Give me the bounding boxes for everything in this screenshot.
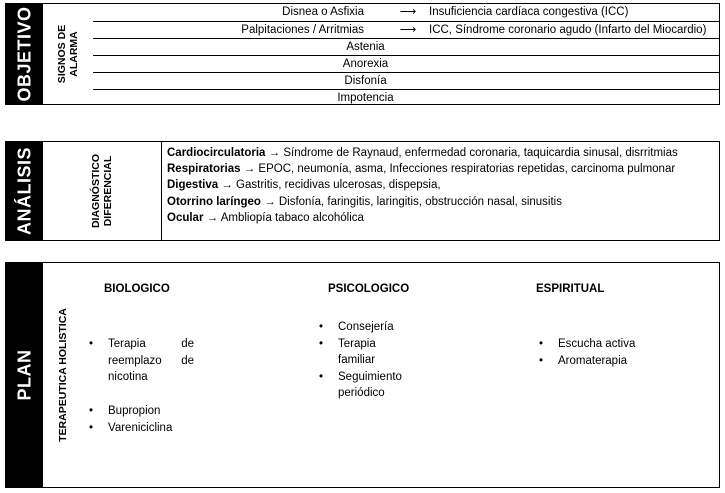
terapeutica-label: TERAPEUTICA HOLISTICA [57, 308, 69, 442]
list-item [167, 194, 678, 210]
diagnostico-list [167, 145, 678, 226]
sign-text: Impotencia [337, 92, 394, 104]
system-name: Ocular [167, 211, 204, 224]
sign-text: Anorexia [342, 58, 389, 70]
list-item [167, 145, 678, 161]
list-item [167, 177, 678, 193]
sign-text: Disfonía [344, 75, 387, 87]
plan-title-bar [6, 263, 43, 487]
diagnostico-label-line1: DIAGNÓSTICO [90, 153, 102, 229]
list-item [314, 336, 444, 369]
arrow-right-icon: → [264, 195, 276, 208]
list-item [167, 210, 678, 226]
table-row [93, 55, 719, 72]
arrow-right-icon: → [268, 147, 281, 159]
list-item: • Aromaterapia [534, 353, 694, 370]
diagnostico-label-cell [43, 142, 162, 240]
table-row [93, 38, 719, 55]
result-text: ICC, Síndrome coronario agudo (Infarto del Miocardio) [429, 24, 707, 36]
system-detail: Disfonía, faringitis, laringitis, obstrucción nasal, sinusitis [278, 195, 562, 208]
sign-text: Astenia [346, 41, 385, 53]
arrow-right-icon: ⟶ [399, 24, 417, 36]
diagnostico-label-line2: DIFERENCIAL [102, 155, 114, 227]
arrow-right-icon: → [221, 179, 233, 192]
bio-item1-line1: • Terapia [108, 338, 146, 350]
system-name: Digestiva [167, 179, 219, 192]
arrow-right-icon: ⟶ [399, 6, 417, 18]
table-row [93, 89, 719, 106]
arrow-right-icon: → [206, 211, 219, 224]
bio-item1-de2: de [181, 354, 194, 367]
diagnostico-label [90, 154, 114, 228]
psi-item3-line2: periódico [338, 387, 385, 399]
psicologico-list [314, 319, 444, 402]
bio-item1-de: de [181, 338, 194, 350]
analisis-title-bar [6, 142, 43, 240]
sign-text: Disnea o Asfixia [282, 6, 364, 18]
objetivo-title: OBJETIVO [14, 6, 34, 102]
biologico-list-a [84, 336, 194, 386]
plan-section [5, 262, 720, 488]
system-name: Cardiocirculatoria [167, 147, 266, 159]
biologico-list-b [84, 403, 224, 436]
list-item [84, 336, 194, 386]
signos-alarma-label-cell [43, 4, 93, 104]
arrow-right-icon: → [243, 163, 256, 176]
list-item: • Vareniciclina [84, 420, 224, 437]
table-row [93, 72, 719, 89]
list-item: • Bupropion [84, 403, 224, 420]
table-row [93, 21, 719, 38]
psi-item2-line2: familiar [338, 354, 376, 366]
signos-alarma-label: SIGNOS DE ALARMA [56, 24, 80, 84]
result-text: Insuficiencia cardíaca congestiva (ICC) [429, 6, 629, 18]
bio-item1-line2: reemplazo [108, 354, 162, 367]
biologico-header: BIOLOGICO [104, 283, 170, 295]
system-detail: EPOC, neumonía, asma, Infecciones respiratorias repetidas, carcinoma pulmonar [258, 163, 676, 176]
plan-title: PLAN [14, 349, 34, 401]
system-detail: Síndrome de Raynaud, enfermedad coronaria, taquicardia sinusal, disrritmias [283, 147, 678, 159]
list-item [167, 161, 678, 177]
psi-item2-line1: • Terapia [338, 337, 376, 350]
system-name: Respiratorias [167, 163, 241, 176]
sign-text: Palpitaciones / Arritmias [241, 24, 364, 36]
system-detail: Ambliopía tabaco alcohólica [220, 211, 364, 224]
objetivo-title-bar [6, 4, 43, 104]
psicologico-header: PSICOLOGICO [328, 283, 410, 295]
objetivo-section [5, 3, 720, 105]
list-item: • Consejería [314, 319, 444, 336]
psi-item3-line1: • Seguimiento [338, 370, 402, 383]
analisis-title: ANÁLISIS [14, 146, 34, 236]
list-item: • Escucha activa [534, 336, 694, 353]
bio-item1-line3: nicotina [108, 371, 148, 383]
table-row [93, 4, 719, 21]
list-item [314, 369, 444, 402]
system-detail: Gastritis, recidivas ulcerosas, dispepsia, [236, 179, 441, 192]
signos-alarma-table [93, 4, 719, 104]
analisis-section [5, 141, 720, 241]
system-name: Otorrino laríngeo [167, 195, 261, 208]
terapeutica-label-cell [43, 263, 83, 487]
espiritual-list [534, 336, 694, 369]
espiritual-header: ESPIRITUAL [536, 283, 605, 295]
